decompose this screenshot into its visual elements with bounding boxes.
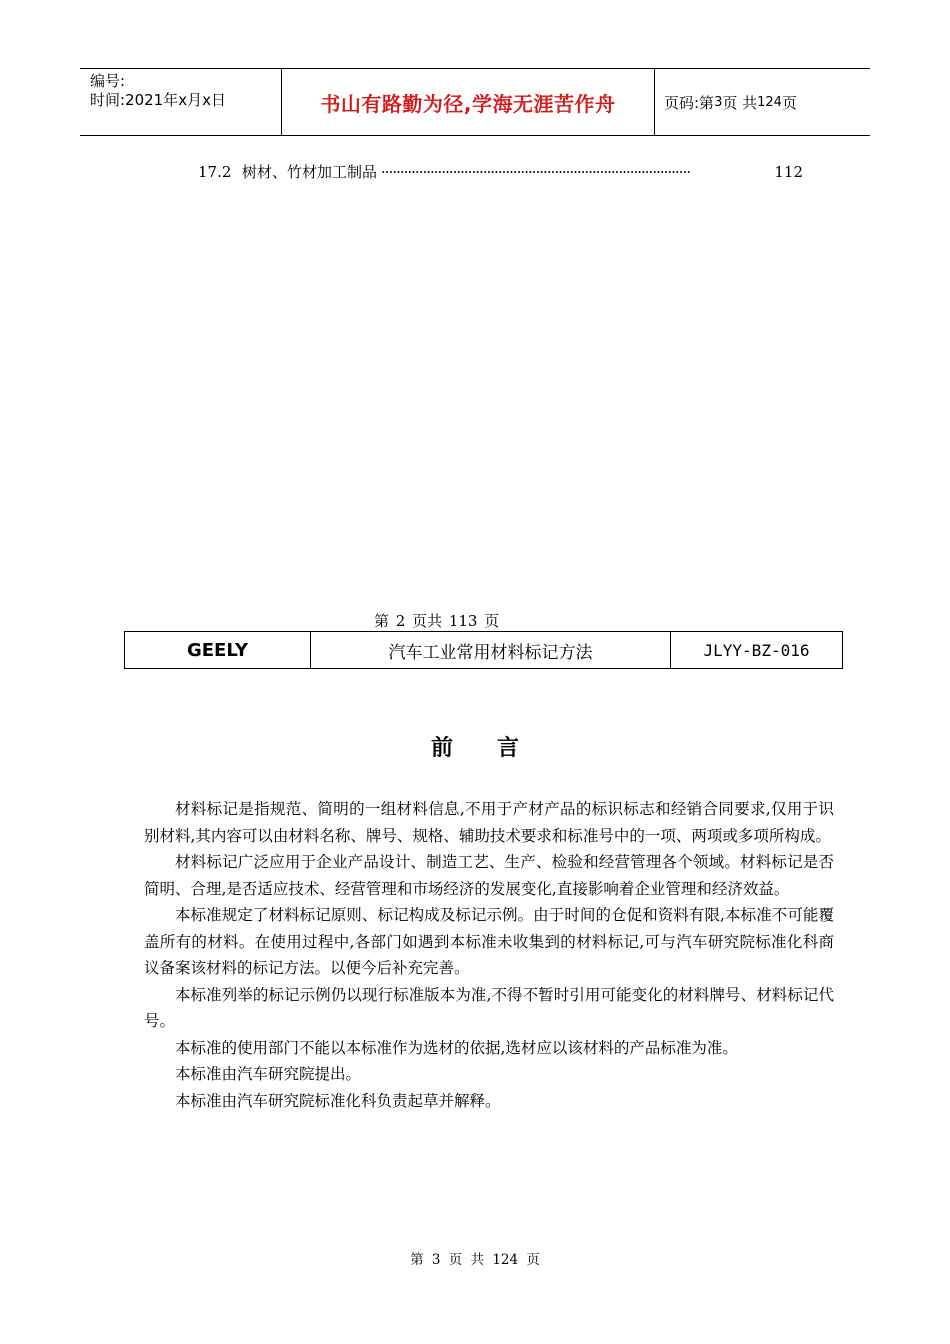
section-heading: 前 言 — [430, 736, 519, 761]
toc-entry-number: 17.2 — [198, 163, 232, 181]
toc-entry-page: 112 — [774, 163, 803, 181]
standard-title: 汽车工业常用材料标记方法 — [311, 632, 671, 668]
header-divider — [654, 69, 655, 135]
brand-name: GEELY — [125, 632, 311, 668]
header-page-mid: 页 共 — [722, 93, 758, 112]
header-page-total: 124 — [757, 94, 782, 110]
header-page-current: 3 — [714, 94, 723, 110]
paragraph: 本标准由汽车研究院标准化科负责起草并解释。 — [175, 1091, 501, 1110]
standard-header-table — [124, 631, 843, 669]
header-motto: 书山有路勤为径,学海无涯苦作舟 — [320, 91, 616, 116]
document-header — [80, 68, 870, 136]
header-date-label: 时间:2021年x月x日 — [90, 91, 226, 109]
paragraph: 本标准规定了材料标记原则、标记构成及标记示例。由于时间的仓促和资料有限,本标准不可能覆盖所有的材料。在使用过程中,各部门如遇到本标准未收集到的材料标记,可与汽车研究院标准化科商议备案该材料的标记方法。以便今后补充完善。 — [144, 906, 834, 977]
paragraph: 材料标记是指规范、简明的一组材料信息,不用于产材产品的标识标志和经销合同要求,仅用于识别材料,其内容可以由材料名称、牌号、规格、辅助技术要求和标准号中的一项、两项或多项所构成。 — [144, 800, 834, 845]
header-meta — [90, 72, 280, 110]
standard-code: JLYY-BZ-016 — [703, 640, 810, 660]
paragraph: 本标准由汽车研究院提出。 — [175, 1065, 362, 1083]
previous-page-footer: 第 2 页共 113 页 — [374, 612, 500, 630]
toc-entry-leader: ·················································································· — [381, 163, 690, 181]
paragraph: 本标准的使用部门不能以本标准作为选材的依据,选材应以该材料的产品标准为准。 — [175, 1038, 738, 1057]
header-page-prefix: 页码:第 — [664, 93, 715, 112]
toc-entry[interactable] — [198, 161, 803, 183]
header-page-info — [664, 69, 797, 135]
preface-body — [144, 796, 834, 1114]
page-footer: 第 3 页 共 124 页 — [410, 1252, 540, 1268]
paragraph: 材料标记广泛应用于企业产品设计、制造工艺、生产、检验和经营管理各个领域。材料标记是否简明、合理,是否适应技术、经营管理和市场经济的发展变化,直接影响着企业管理和经济效益。 — [144, 853, 834, 898]
header-code-label: 编号: — [90, 72, 126, 90]
header-page-suffix: 页 — [781, 93, 797, 112]
paragraph: 本标准列举的标记示例仍以现行标准版本为准,不得不暂时引用可能变化的材料牌号、材料标记代号。 — [144, 985, 834, 1030]
toc-entry-title: 树材、竹材加工制品 — [242, 163, 378, 181]
